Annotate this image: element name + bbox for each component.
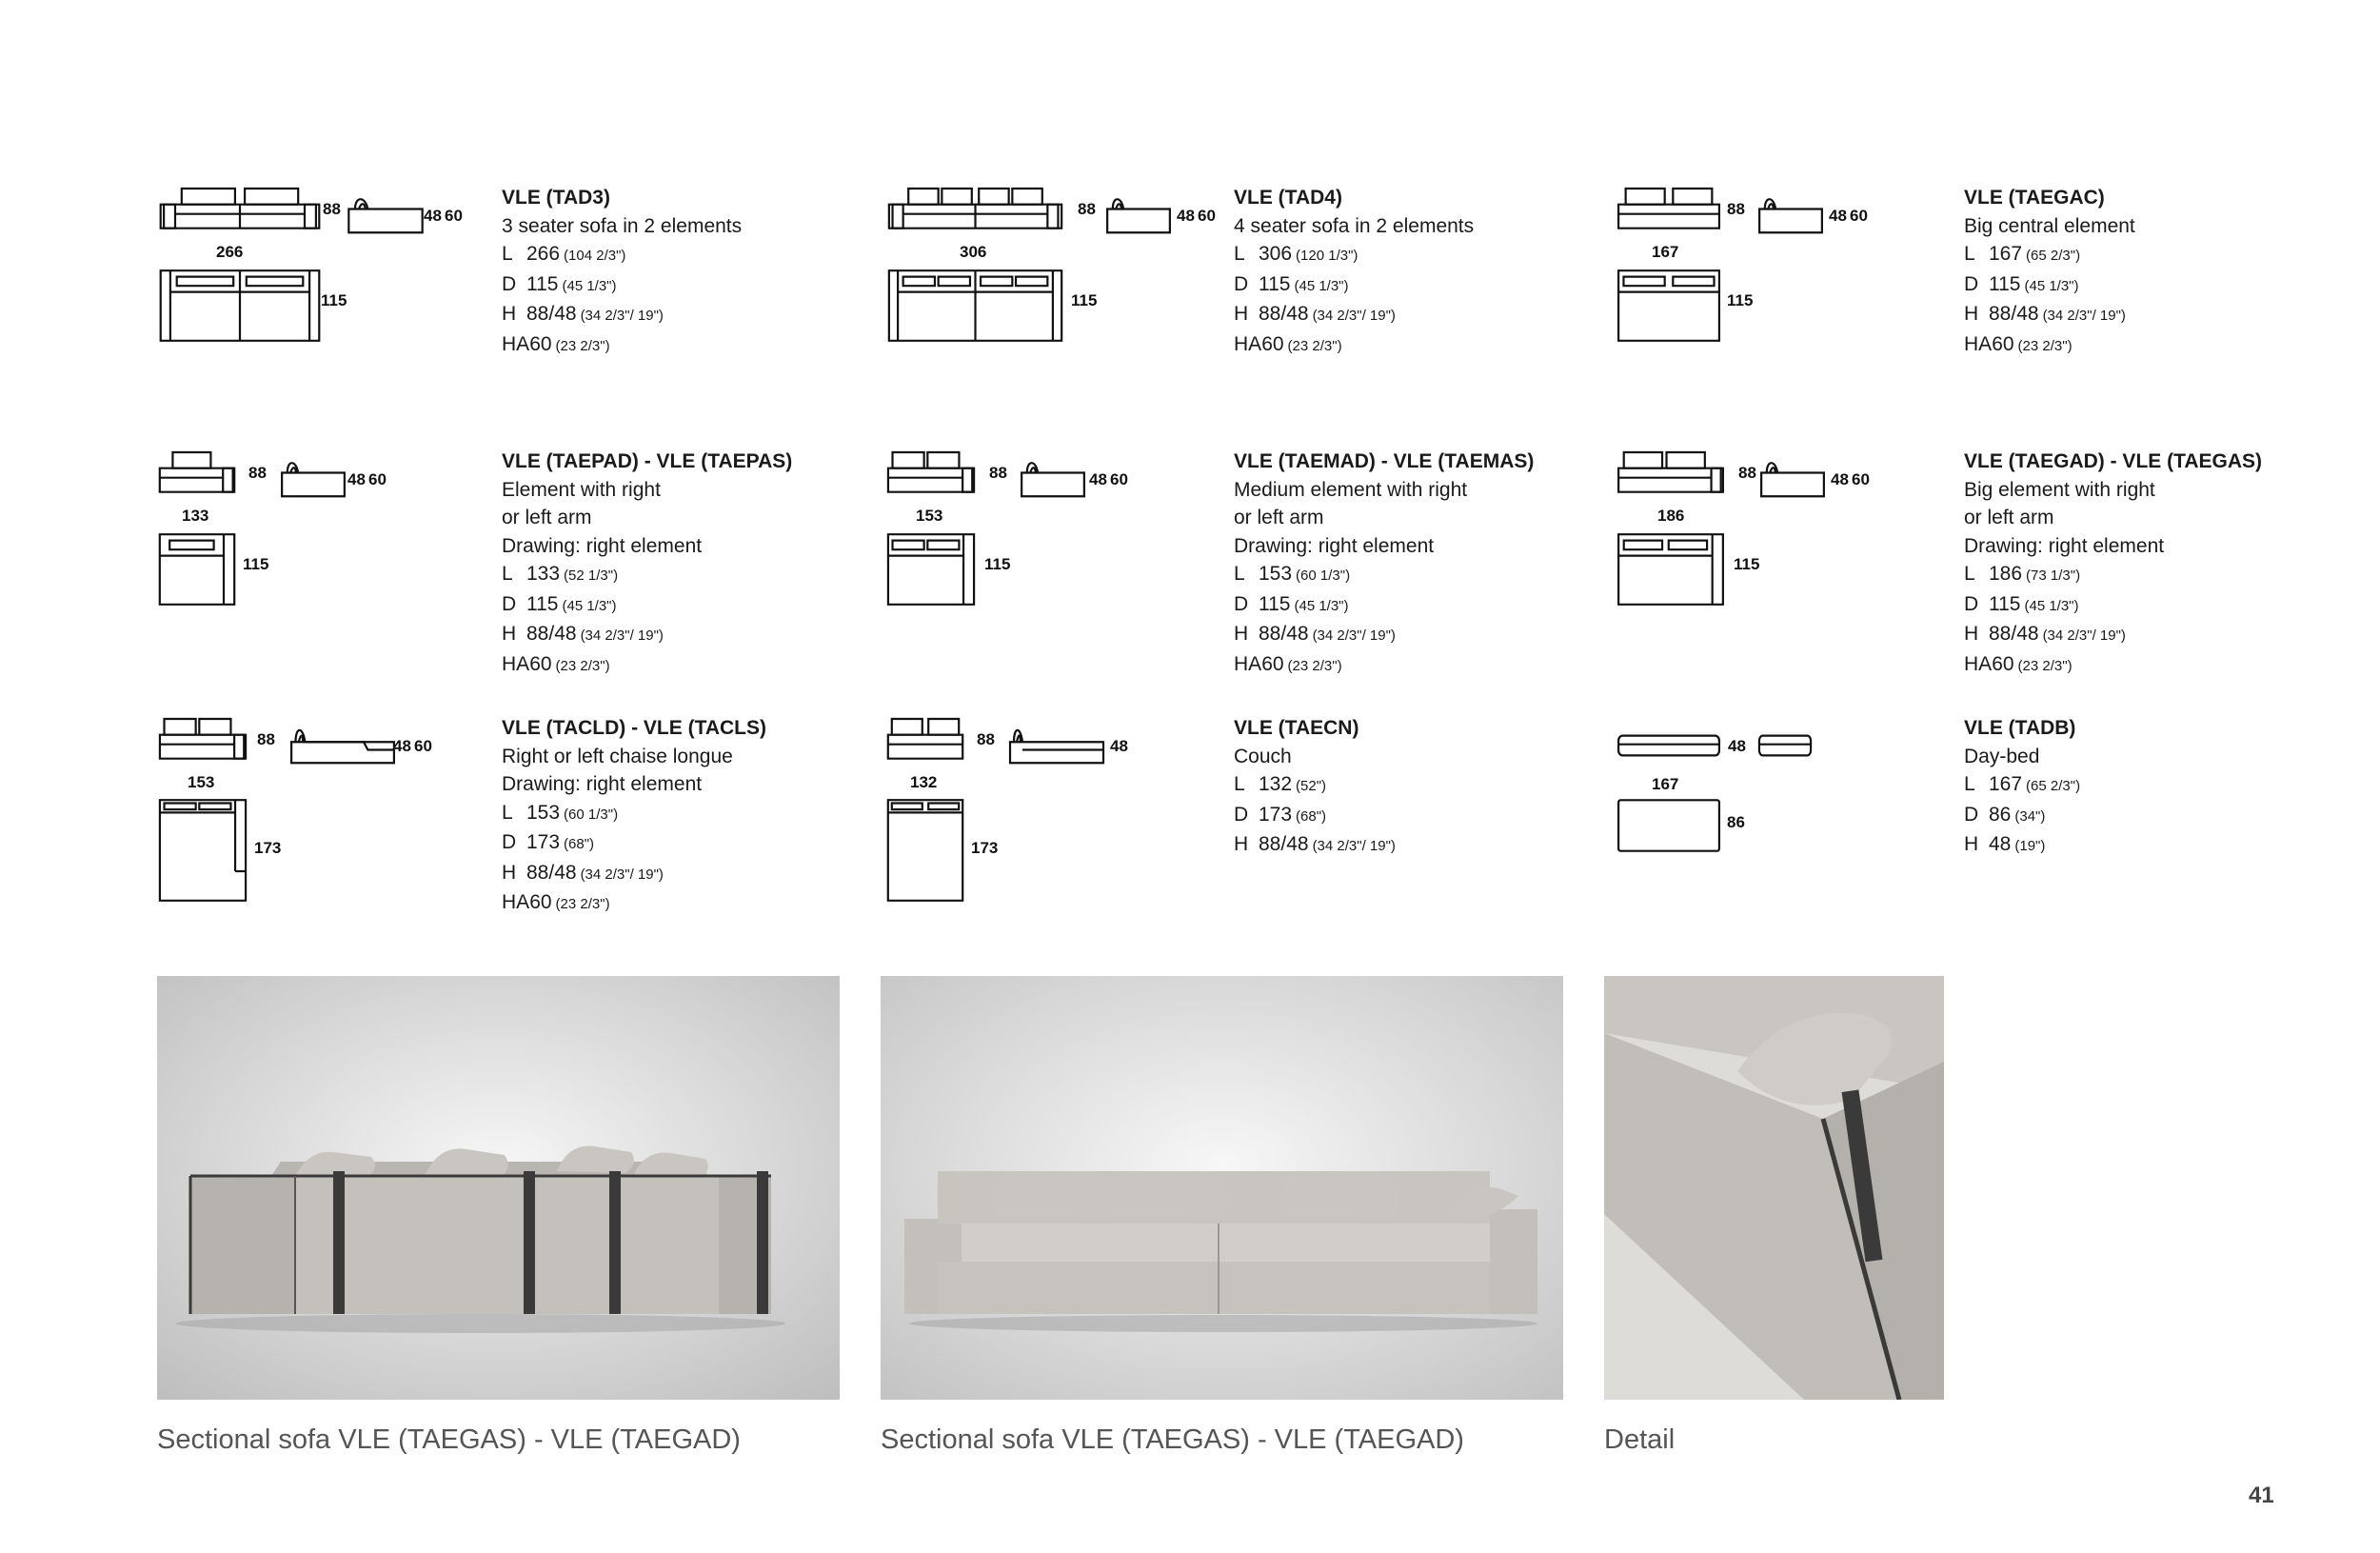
spec-value: 88/48 [1259,303,1309,325]
spec-imperial: (45 1/3") [562,277,617,294]
top-view-drawing [887,798,963,903]
technical-drawings [885,174,1228,355]
technical-drawings [157,438,500,619]
spec-label: H [502,623,517,645]
product-description-line: Drawing: right element [1964,534,2165,557]
spec-imperial: (34 2/3"/ 19") [1312,627,1396,644]
spec-height [1964,830,2326,861]
depth-dimension: 173 [971,839,999,857]
spec-label: HA [1234,652,1262,675]
technical-drawings [157,705,500,886]
width-dimension: 306 [960,243,987,261]
depth-dimension: 173 [254,839,282,857]
spec-label: H [1234,623,1249,645]
arm-height-dimension: 60 [445,207,463,225]
spec-imperial: (60 1/3") [564,806,619,823]
spec-label: H [502,303,517,325]
spec-value: 88/48 [526,303,577,325]
spec-value: 115 [1989,592,2021,615]
spec-value: 153 [1259,563,1293,585]
spec-value: 60 [529,891,552,913]
front-view-drawing [1617,448,1724,495]
seat-height-dimension: 48 [424,207,442,225]
spec-imperial: (45 1/3") [1294,277,1349,294]
spec-label: D [1964,272,1979,295]
product-title: VLE (TADB) [1964,717,2076,739]
spec-imperial: (23 2/3") [555,896,610,912]
spec-value: 115 [1259,592,1291,615]
depth-dimension: 115 [243,555,269,573]
width-dimension: 133 [182,507,209,525]
product-info [1964,448,2326,680]
product-title: VLE (TAD4) [1234,187,1342,209]
product-description-line: or left arm [1964,507,2054,528]
seat-height-dimension: 48 [1110,737,1128,755]
sofa-photo-detail [1604,976,1944,1400]
product-description-line: Medium element with right [1234,478,1468,501]
product-info [1234,448,1596,680]
photo-caption: Detail [1604,1424,1676,1455]
top-view-drawing [1617,531,1724,607]
spec-value: 167 [1989,243,2023,265]
front-view-drawing [1617,184,1720,231]
technical-drawings [885,705,1228,886]
product-title: VLE (TAD3) [502,187,610,209]
spec-value: 88/48 [1259,833,1309,855]
spec-imperial: (45 1/3") [1294,597,1349,614]
spec-arm-height [1234,650,1596,681]
front-view-drawing [887,448,975,495]
front-view-drawing [887,714,963,762]
spec-value: 88/48 [526,623,577,645]
spec-value: 88/48 [526,861,577,884]
product-description-line: or left arm [1234,507,1324,528]
width-dimension: 153 [188,773,215,791]
seat-height-dimension: 48 [347,470,366,488]
spec-depth [502,590,863,621]
spec-label: D [502,592,517,615]
spec-value: 88/48 [1989,623,2039,645]
spec-imperial: (23 2/3") [1287,337,1342,354]
height-dimension: 88 [323,200,341,218]
height-dimension: 88 [248,464,267,482]
spec-imperial: (34 2/3"/ 19") [1312,308,1396,324]
spec-label: D [1234,592,1249,615]
spec-label: H [1234,303,1249,325]
arm-height-dimension: 60 [1198,207,1216,225]
spec-imperial: (34 2/3"/ 19") [580,866,664,883]
spec-depth [1234,801,1596,831]
spec-label: HA [1964,652,1993,675]
spec-arm-height [502,330,863,361]
spec-depth [502,828,863,859]
spec-value: 133 [526,563,561,585]
product-title: VLE (TAEGAD) - VLE (TAEGAS) [1964,450,2263,472]
spec-imperial: (120 1/3") [1296,248,1359,264]
spec-depth [502,270,863,301]
spec-value: 186 [1989,563,2023,585]
spec-label: D [502,831,517,853]
spec-value: 115 [526,272,559,295]
product-title: VLE (TAECN) [1234,717,1359,739]
spec-label: L [1964,773,1975,795]
spec-label: HA [502,652,530,675]
sofa-detail-illustration [1604,976,1944,1400]
spec-imperial: (65 2/3") [2026,248,2081,264]
spec-length [1234,770,1596,801]
spec-label: D [1964,803,1979,826]
product-description-line: Drawing: right element [502,773,703,795]
arm-height-dimension: 60 [1110,470,1128,488]
technical-drawings [885,438,1228,619]
front-view-drawing [159,448,235,495]
spec-imperial: (52") [1296,778,1327,794]
arm-height-dimension: 60 [1852,470,1870,488]
depth-dimension: 115 [321,291,347,309]
spec-imperial: (68") [564,836,595,852]
spec-label: H [1964,303,1979,325]
seat-height-dimension: 48 [1829,207,1847,225]
seat-height-dimension: 48 [393,737,411,755]
spec-label: H [1964,623,1979,645]
spec-height [502,300,863,330]
seat-height-dimension: 48 [1728,737,1746,755]
depth-dimension: 115 [1071,291,1098,309]
product-description-line: Day-bed [1964,745,2040,767]
spec-imperial: (45 1/3") [2024,277,2079,294]
front-view-drawing [159,714,247,762]
front-view-drawing [159,184,321,231]
spec-height [1964,300,2326,330]
photo-caption: Sectional sofa VLE (TAEGAS) - VLE (TAEGAD) [881,1424,1464,1455]
spec-label: L [1964,563,1975,585]
depth-dimension: 86 [1727,813,1745,831]
spec-value: 88/48 [1259,623,1309,645]
product-description-line: or left arm [502,507,592,528]
arm-height-dimension: 60 [368,470,387,488]
spec-value: 60 [1261,652,1284,675]
width-dimension: 186 [1657,507,1685,525]
seat-height-dimension: 48 [1177,207,1195,225]
side-view-drawing [1758,193,1823,235]
width-dimension: 153 [916,507,943,525]
spec-value: 88/48 [1989,303,2039,325]
spec-label: D [502,272,517,295]
spec-value: 132 [1259,773,1293,795]
spec-height [1964,620,2326,650]
spec-value: 86 [1989,803,2012,826]
product-title: VLE (TAEPAD) - VLE (TAEPAS) [502,450,793,472]
product-info [1234,714,1596,861]
depth-dimension: 115 [1727,291,1754,309]
spec-value: 60 [1992,652,2014,675]
spec-label: L [1234,243,1245,265]
sofa-photo-front-view [881,976,1563,1400]
side-view-drawing [1106,193,1171,235]
spec-imperial: (23 2/3") [555,337,610,354]
top-view-drawing [159,531,235,607]
technical-drawings [1616,174,1958,355]
spec-imperial: (23 2/3") [2017,337,2073,354]
spec-value: 115 [1989,272,2021,295]
photo-caption: Sectional sofa VLE (TAEGAS) - VLE (TAEGAD) [157,1424,741,1455]
product-title: VLE (TAEMAD) - VLE (TAEMAS) [1234,450,1535,472]
product-info [1964,714,2326,861]
spec-length [1234,240,1596,270]
spec-imperial: (34") [2014,807,2046,825]
spec-height [502,859,863,889]
product-description-line: Element with right [502,478,661,501]
spec-depth [1964,270,2326,301]
spec-imperial: (104 2/3") [564,248,626,264]
arm-height-dimension: 60 [414,737,432,755]
spec-imperial: (60 1/3") [1296,567,1351,584]
spec-imperial: (34 2/3"/ 19") [580,308,664,324]
side-view-drawing [1760,457,1825,499]
spec-label: H [1964,833,1979,855]
height-dimension: 88 [1727,200,1745,218]
height-dimension: 88 [989,464,1007,482]
spec-depth [1964,590,2326,621]
spec-label: L [1234,563,1245,585]
spec-height [502,620,863,650]
sofa-back-illustration [157,976,840,1400]
spec-imperial: (34 2/3"/ 19") [2042,627,2126,644]
spec-value: 48 [1989,833,2012,855]
spec-imperial: (34 2/3"/ 19") [580,627,664,644]
side-view-drawing [347,193,424,235]
product-description-line: 4 seater sofa in 2 elements [1234,214,1475,237]
spec-imperial: (45 1/3") [2024,597,2079,614]
depth-dimension: 115 [1734,555,1760,573]
product-description-line: Couch [1234,745,1292,767]
product-info [502,714,863,919]
spec-imperial: (19") [2014,838,2046,854]
spec-value: 60 [529,652,552,675]
width-dimension: 167 [1652,243,1679,261]
spec-depth [1964,801,2326,831]
spec-label: L [502,563,513,585]
spec-length [1964,240,2326,270]
page-number: 41 [2249,1483,2274,1508]
spec-length [502,799,863,829]
spec-imperial: (23 2/3") [555,657,610,674]
spec-arm-height [1964,650,2326,681]
spec-value: 60 [1261,332,1284,355]
spec-label: D [1964,592,1979,615]
spec-imperial: (45 1/3") [562,597,617,614]
spec-label: HA [1234,332,1262,355]
sofa-photo-back-view [157,976,840,1400]
width-dimension: 266 [216,243,244,261]
spec-value: 60 [529,332,552,355]
spec-imperial: (52 1/3") [564,567,619,584]
spec-label: L [1234,773,1245,795]
spec-value: 60 [1992,332,2014,355]
top-view-drawing [1617,268,1720,344]
spec-label: L [1964,243,1975,265]
spec-height [1234,300,1596,330]
spec-label: D [1234,272,1249,295]
side-view-drawing [1009,724,1104,766]
top-view-drawing [159,268,321,344]
spec-label: HA [502,332,530,355]
spec-depth [1234,590,1596,621]
spec-height [1234,830,1596,861]
spec-height [1234,620,1596,650]
spec-label: H [1234,833,1249,855]
spec-length [502,560,863,590]
spec-length [502,240,863,270]
front-view-drawing [887,184,1063,231]
spec-value: 173 [1259,803,1293,826]
height-dimension: 88 [1078,200,1096,218]
spec-label: H [502,861,517,884]
spec-label: L [502,243,513,265]
product-info [502,184,863,360]
spec-imperial: (23 2/3") [2017,657,2073,674]
top-view-drawing [887,531,975,607]
side-view-drawing [281,457,346,499]
side-view-drawing [1021,457,1085,499]
spec-label: L [502,801,513,824]
spec-imperial: (34 2/3"/ 19") [1312,838,1396,854]
product-description-line: Big element with right [1964,478,2155,501]
spec-value: 173 [526,831,561,853]
spec-imperial: (73 1/3") [2026,567,2081,584]
spec-arm-height [1964,330,2326,361]
spec-value: 266 [526,243,561,265]
height-dimension: 88 [1738,464,1756,482]
side-view-drawing [290,724,395,766]
sofa-front-illustration [881,976,1563,1400]
depth-dimension: 115 [984,555,1011,573]
seat-height-dimension: 48 [1831,470,1849,488]
technical-drawings [1616,438,1958,619]
width-dimension: 167 [1652,775,1679,793]
height-dimension: 88 [257,730,275,748]
top-view-drawing [1617,798,1720,853]
product-info [502,448,863,680]
spec-imperial: (23 2/3") [1287,657,1342,674]
width-dimension: 132 [910,773,938,791]
spec-imperial: (65 2/3") [2026,778,2081,794]
spec-value: 115 [526,592,559,615]
top-view-drawing [159,798,247,903]
top-view-drawing [887,268,1063,344]
product-description-line: 3 seater sofa in 2 elements [502,214,743,237]
product-title: VLE (TACLD) - VLE (TACLS) [502,717,767,739]
spec-arm-height [502,888,863,919]
spec-depth [1234,270,1596,301]
spec-imperial: (34 2/3"/ 19") [2042,308,2126,324]
spec-length [1964,560,2326,590]
technical-drawings [1616,705,1958,886]
spec-arm-height [502,650,863,681]
front-view-drawing [1617,733,1720,758]
arm-height-dimension: 60 [1850,207,1868,225]
spec-length [1964,770,2326,801]
spec-length [1234,560,1596,590]
product-description-line: Big central element [1964,214,2135,237]
product-description-line: Right or left chaise longue [502,745,733,767]
side-view-drawing [1758,733,1812,758]
spec-label: HA [502,891,530,913]
product-info [1234,184,1596,360]
product-description-line: Drawing: right element [1234,534,1435,557]
spec-value: 153 [526,801,561,824]
spec-label: D [1234,803,1249,826]
technical-drawings [157,174,500,355]
height-dimension: 88 [977,730,995,748]
product-info [1964,184,2326,360]
spec-arm-height [1234,330,1596,361]
spec-label: HA [1964,332,1993,355]
spec-value: 167 [1989,773,2023,795]
spec-imperial: (68") [1296,807,1327,825]
seat-height-dimension: 48 [1089,470,1107,488]
product-description-line: Drawing: right element [502,534,703,557]
product-title: VLE (TAEGAC) [1964,187,2105,209]
spec-value: 115 [1259,272,1291,295]
spec-value: 306 [1259,243,1293,265]
